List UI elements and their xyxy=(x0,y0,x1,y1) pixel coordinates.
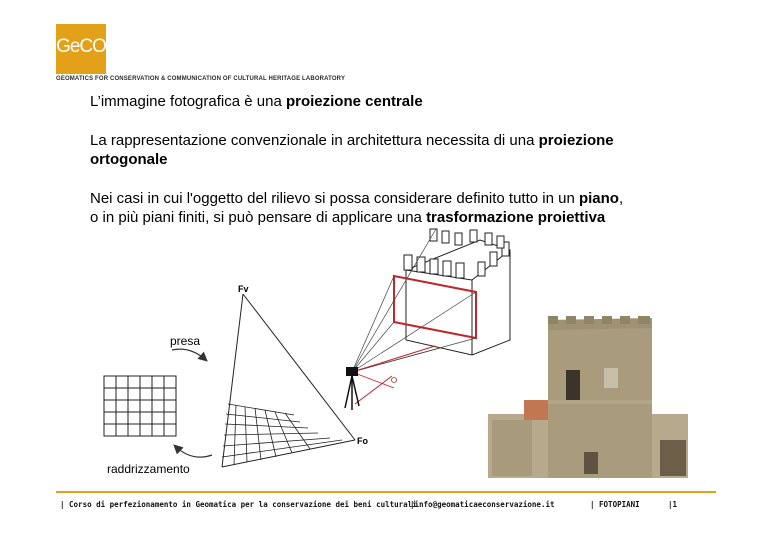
lab-name: GEOMATICS FOR CONSERVATION & COMMUNICATION OF CULTURAL HERITAGE LABORATORY xyxy=(56,76,346,82)
axis-ray xyxy=(352,372,394,388)
tower-drawing xyxy=(404,229,510,355)
logo-text: GeCO xyxy=(56,36,106,57)
p1-bold: proiezione centrale xyxy=(285,93,423,110)
p3-line2-text: o in più piani finiti, si può pensare di applicare una xyxy=(90,209,427,226)
footer-divider xyxy=(56,491,716,493)
label-fo: Fo xyxy=(357,436,368,446)
p3-line2-bold: trasformazione proiettiva xyxy=(426,209,606,226)
p2-bold-1: proiezione xyxy=(538,132,614,149)
label-raddrizzamento: raddrizzamento xyxy=(107,462,190,476)
footer-section: | FOTOPIANI xyxy=(590,500,640,509)
tower-photo xyxy=(488,302,688,480)
presa-arrow-icon xyxy=(172,349,206,360)
p3-line1-text: Nei casi in cui l'oggetto del rilievo si possa considerare definito tutto in un xyxy=(90,190,579,207)
p1-text: L’immagine fotografica è una xyxy=(90,93,286,110)
p3-line1-bold: piano xyxy=(578,190,619,207)
perspective-triangle xyxy=(222,294,355,467)
label-presa: presa xyxy=(170,334,201,348)
p2-bold-2: ortogonale xyxy=(90,151,168,168)
optical-axis xyxy=(352,346,435,372)
axis-point xyxy=(392,378,397,383)
camera-tripod-icon xyxy=(345,367,359,410)
footer-course: | Corso di perfezionamento in Geomatica per la conservazione dei beni culturali xyxy=(60,500,417,509)
p3-line1-post: , xyxy=(618,190,624,207)
p2-text: La rappresentazione convenzionale in architettura necessita di una xyxy=(90,132,539,149)
rectified-grid xyxy=(104,376,176,436)
footer-page-number: |1 xyxy=(668,500,678,509)
label-fv: Fv xyxy=(238,284,249,294)
footer-email[interactable]: |info@geomaticaeconservazione.it xyxy=(410,500,555,509)
raddrizzamento-arrow-icon xyxy=(175,446,212,457)
